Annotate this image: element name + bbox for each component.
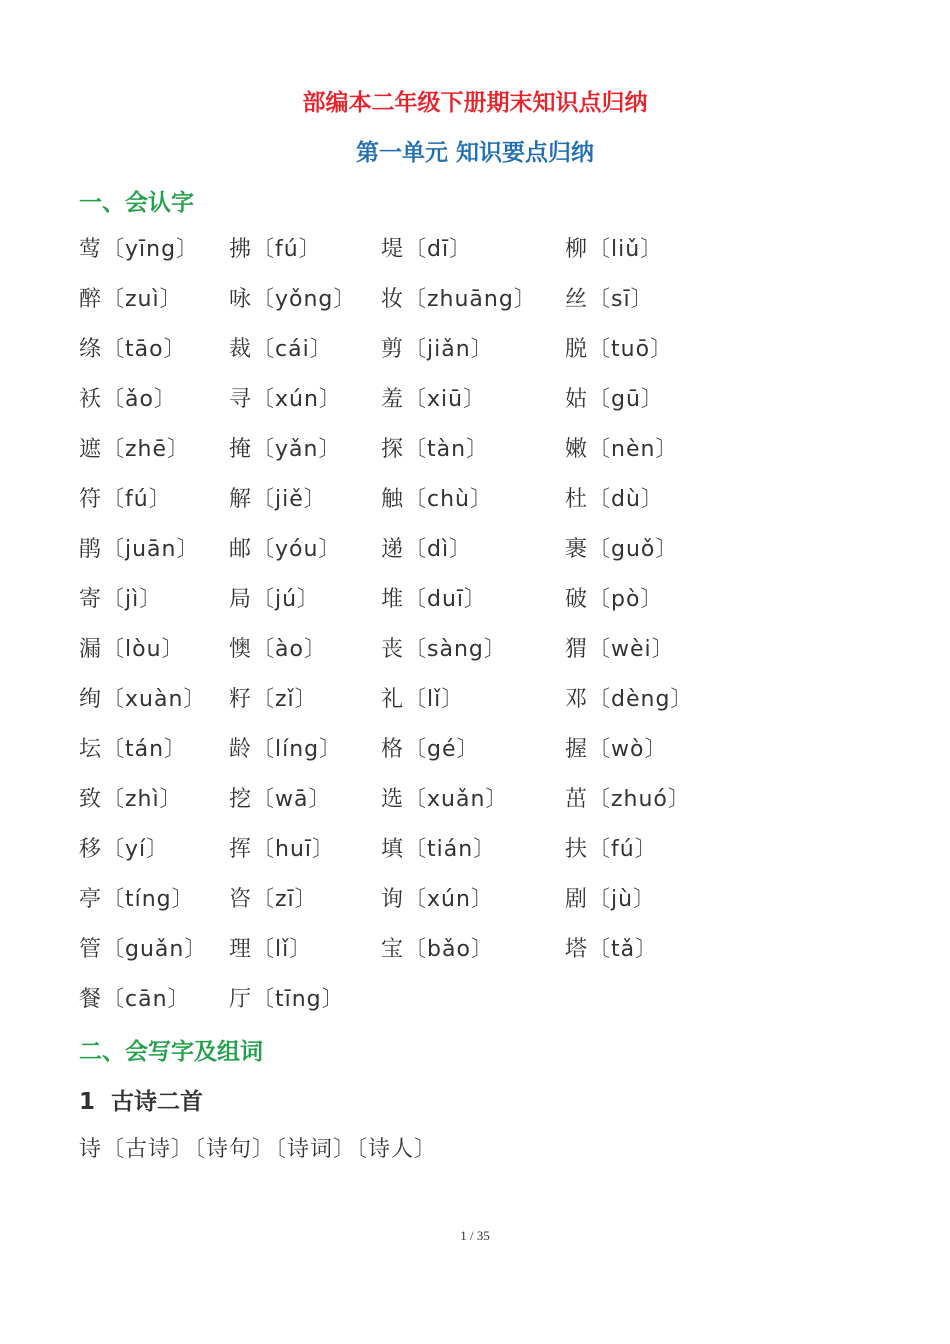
char-entry: 致〔zhì〕: [79, 787, 183, 812]
char-entry: 礼〔lǐ〕: [381, 687, 465, 712]
char-entry: 选〔xuǎn〕: [381, 787, 509, 812]
char-entry: 羞〔xiū〕: [381, 387, 487, 412]
char-entry: 挖〔wā〕: [229, 787, 332, 812]
char-entry: 堤〔dī〕: [381, 237, 473, 262]
char-entry: 裹〔guǒ〕: [565, 537, 679, 562]
char-entry: 厅〔tīng〕: [229, 987, 345, 1012]
char-row: [79, 828, 839, 878]
char-row: [79, 978, 839, 1028]
char-row: [79, 878, 839, 928]
char-entry: 莺〔yīng〕: [79, 237, 200, 262]
char-row: [79, 428, 839, 478]
char-entry: 脱〔tuō〕: [565, 337, 674, 362]
char-entry: 剪〔jiǎn〕: [381, 337, 494, 362]
char-entry: 丧〔sàng〕: [381, 637, 507, 662]
char-entry: 填〔tián〕: [381, 837, 497, 862]
char-entry: 堆〔duī〕: [381, 587, 488, 612]
char-row: [79, 228, 839, 278]
char-entry: 懊〔ào〕: [229, 637, 327, 662]
char-entry: 管〔guǎn〕: [79, 937, 208, 962]
char-entry: 绦〔tāo〕: [79, 337, 187, 362]
char-entry: 遮〔zhē〕: [79, 437, 191, 462]
character-grid: [79, 228, 839, 1028]
char-entry: 符〔fú〕: [79, 487, 172, 512]
char-entry: 拂〔fú〕: [229, 237, 322, 262]
char-entry: 柳〔liǔ〕: [565, 237, 664, 262]
char-entry: 绚〔xuàn〕: [79, 687, 207, 712]
char-entry: 询〔xún〕: [381, 887, 494, 912]
char-entry: 宝〔bǎo〕: [381, 937, 494, 962]
document-title: 部编本二年级下册期末知识点归纳: [302, 90, 648, 116]
char-entry: 递〔dì〕: [381, 537, 473, 562]
char-row: [79, 778, 839, 828]
char-row: [79, 628, 839, 678]
lesson-number: 1: [79, 1089, 96, 1115]
char-entry: 扶〔fú〕: [565, 837, 658, 862]
unit-title: 第一单元 知识要点归纳: [355, 140, 594, 166]
char-row: [79, 928, 839, 978]
char-entry: 寻〔xún〕: [229, 387, 342, 412]
char-entry: 剧〔jù〕: [565, 887, 657, 912]
char-entry: 亭〔tíng〕: [79, 887, 195, 912]
char-row: [79, 478, 839, 528]
char-entry: 妆〔zhuāng〕: [381, 287, 537, 312]
char-entry: 猬〔wèi〕: [565, 637, 675, 662]
char-entry: 杜〔dù〕: [565, 487, 664, 512]
char-row: [79, 378, 839, 428]
char-entry: 塔〔tǎ〕: [565, 937, 659, 962]
char-entry: 茁〔zhuó〕: [565, 787, 691, 812]
char-entry: 龄〔líng〕: [229, 737, 343, 762]
char-entry: 探〔tàn〕: [381, 437, 490, 462]
char-entry: 餐〔cān〕: [79, 987, 191, 1012]
char-entry: 挥〔huī〕: [229, 837, 335, 862]
char-entry: 漏〔lòu〕: [79, 637, 185, 662]
char-entry: 袄〔ǎo〕: [79, 387, 177, 412]
char-row: [79, 728, 839, 778]
char-row: [79, 528, 839, 578]
lesson-heading: [79, 1083, 203, 1116]
char-entry: 坛〔tán〕: [79, 737, 188, 762]
char-entry: 掩〔yǎn〕: [229, 437, 342, 462]
char-entry: 格〔gé〕: [381, 737, 480, 762]
lesson-name: 古诗二首: [111, 1089, 204, 1115]
char-entry: 寄〔jì〕: [79, 587, 163, 612]
char-row: [79, 328, 839, 378]
char-entry: 局〔jú〕: [229, 587, 321, 612]
char-entry: 姑〔gū〕: [565, 387, 664, 412]
char-entry: 咨〔zī〕: [229, 887, 318, 912]
char-row: [79, 278, 839, 328]
char-entry: 理〔lǐ〕: [229, 937, 313, 962]
char-entry: 解〔jiě〕: [229, 487, 327, 512]
char-entry: 鹃〔juān〕: [79, 537, 200, 562]
section-heading-write: 二、会写字及组词: [79, 1039, 263, 1065]
char-row: [79, 678, 839, 728]
char-entry: 触〔chù〕: [381, 487, 493, 512]
char-entry: 咏〔yǒng〕: [229, 287, 357, 312]
char-row: [79, 578, 839, 628]
char-entry: 破〔pò〕: [565, 587, 664, 612]
word-group-line: 诗〔古诗〕〔诗句〕〔诗词〕〔诗人〕: [79, 1137, 438, 1162]
char-entry: 醉〔zuì〕: [79, 287, 183, 312]
char-entry: 握〔wò〕: [565, 737, 668, 762]
section-heading-recognize: 一、会认字: [79, 190, 194, 216]
char-entry: 丝〔sī〕: [565, 287, 654, 312]
char-entry: 邮〔yóu〕: [229, 537, 342, 562]
char-entry: 邓〔dèng〕: [565, 687, 694, 712]
char-entry: 移〔yí〕: [79, 837, 170, 862]
char-entry: 籽〔zǐ〕: [229, 687, 318, 712]
page-number: 1 / 35: [460, 1228, 490, 1243]
char-entry: 裁〔cái〕: [229, 337, 333, 362]
char-entry: 嫩〔nèn〕: [565, 437, 679, 462]
